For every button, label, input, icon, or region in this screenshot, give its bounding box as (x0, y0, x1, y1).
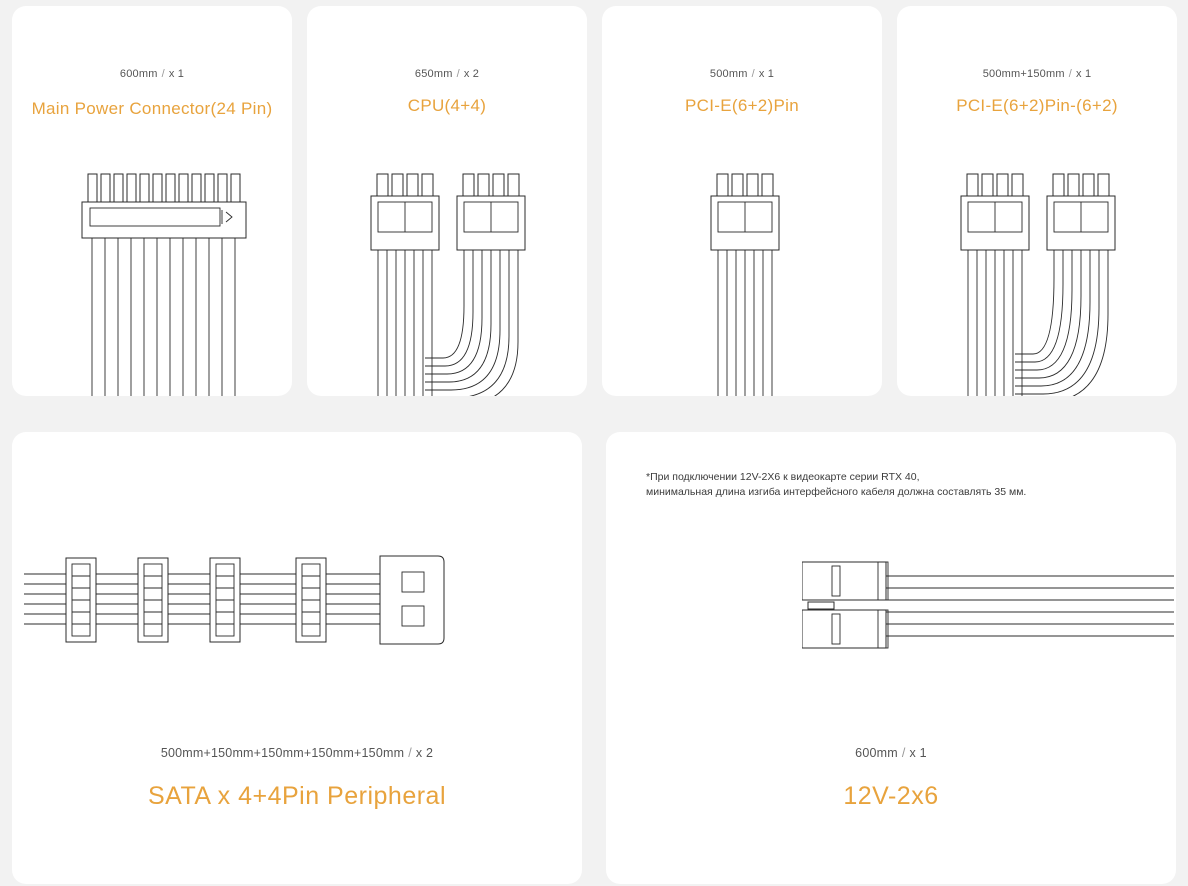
separator-icon: / (1068, 68, 1072, 80)
quantity-main-power: x 1 (168, 68, 185, 80)
title-pcie-dual: PCI-E(6+2)Pin-(6+2) (956, 96, 1118, 115)
quantity-pcie: x 1 (758, 68, 775, 80)
quantity-cpu: x 2 (463, 68, 480, 80)
card-cpu (307, 6, 587, 396)
title-12v: 12V-2x6 (843, 782, 939, 810)
separator-icon: / (456, 68, 460, 80)
spec-line-main-power (12, 68, 292, 80)
quantity-sata: x 2 (415, 746, 434, 760)
art-pcie-dual-cable (955, 166, 1135, 396)
art-pcie-cable (705, 166, 795, 396)
separator-icon: / (751, 68, 755, 80)
spec-line-cpu (307, 68, 587, 80)
separator-icon: / (901, 746, 906, 760)
card-sata-peripheral (12, 432, 582, 884)
title-cpu: CPU(4+4) (407, 96, 487, 115)
card-pcie-dual (897, 6, 1177, 396)
length-main-power: 600mm (119, 68, 158, 80)
note-12v-2x6 (646, 470, 1146, 500)
length-cpu: 650mm (414, 68, 453, 80)
note-line-2: минимальная длина изгиба интерфейсного кабеля должна составлять 35 мм. (646, 486, 1027, 499)
card-12v-2x6 (606, 432, 1176, 884)
spec-line-pcie (602, 68, 882, 80)
quantity-12v: x 1 (909, 746, 927, 760)
separator-icon: / (161, 68, 165, 80)
title-main-power: Main Power Connector(24 Pin) (31, 99, 273, 118)
separator-icon: / (408, 746, 412, 760)
card-main-power-connector (12, 6, 292, 396)
title-sata: SATA x 4+4Pin Peripheral (147, 782, 447, 810)
note-line-1: *При подключении 12V-2X6 к видеокарте серии RTX 40, (646, 471, 920, 483)
length-pcie: 500mm (709, 68, 748, 80)
length-sata: 500mm+150mm+150mm+150mm+150mm (160, 746, 405, 760)
spec-line-12v (606, 746, 1176, 760)
title-pcie: PCI-E(6+2)Pin (685, 96, 799, 115)
art-12v-2x6-cable (802, 558, 1176, 668)
spec-line-pcie-dual (897, 68, 1177, 80)
length-12v: 600mm (855, 746, 898, 760)
spec-line-sata-row (12, 746, 582, 760)
length-pcie-dual: 500mm+150mm (982, 68, 1065, 80)
art-cpu-cable (365, 166, 545, 396)
quantity-pcie-dual: x 1 (1075, 68, 1092, 80)
card-pcie (602, 6, 882, 396)
art-sata-peripheral-cable (14, 552, 454, 672)
art-24pin-cable (72, 166, 272, 396)
